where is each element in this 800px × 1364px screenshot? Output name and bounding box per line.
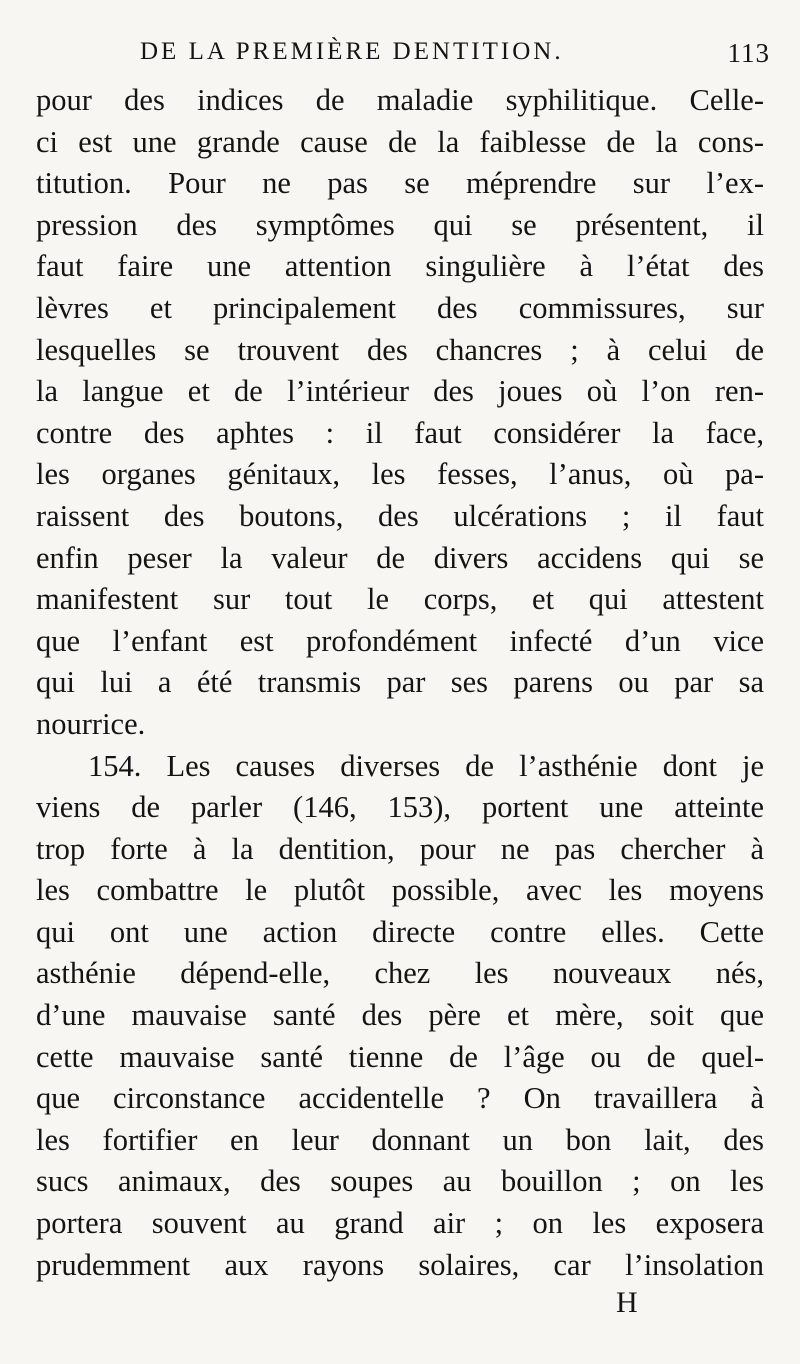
text-line: que circonstance accidentelle ? On travaillera à [36,1081,764,1116]
text-line: cette mauvaise santé tienne de l’âge ou de quel- [36,1039,764,1074]
text-line: contre des aphtes : il faut considérer la face, [36,415,764,450]
paragraph-end-line: nourrice. [36,706,146,741]
text-line: pression des symptômes qui se présentent, il [36,207,764,242]
text-line: trop forte à la dentition, pour ne pas chercher à [36,831,764,866]
text-line: lèvres et principalement des commissures, sur [36,290,764,325]
running-title: DE LA PREMIÈRE DENTITION. [140,38,564,65]
body-text [36,80,764,1286]
text-line: titution. Pour ne pas se méprendre sur l’ex- [36,166,764,201]
text-line: d’une mauvaise santé des père et mère, soit que [36,998,764,1033]
text-line: pour des indices de maladie syphilitique. Celle- [36,83,764,117]
text-line: la langue et de l’intérieur des joues où l’on ren- [36,374,764,409]
text-line: que l’enfant est profondément infecté d’un vice [36,623,764,658]
text-line: les combattre le plutôt possible, avec les moyens [36,873,764,908]
text-line: faut faire une attention singulière à l’état des [36,249,764,284]
text-line: raissent des boutons, des ulcérations ; il faut [36,498,764,533]
text-line: portera souvent au grand air ; on les exposera [36,1206,764,1241]
text-line: les fortifier en leur donnant un bon lait, des [36,1122,764,1157]
signature-mark: H [616,1286,639,1319]
text-line: sucs animaux, des soupes au bouillon ; on les [36,1164,764,1199]
text-line: qui lui a été transmis par ses parens ou par sa [36,665,764,700]
page-number: 113 [727,38,770,68]
text-line: qui ont une action directe contre elles. Cette [36,914,764,949]
text-line: ci est une grande cause de la faiblesse de la cons- [36,124,764,159]
running-head [140,38,770,78]
text-line: les organes génitaux, les fesses, l’anus, où pa- [36,457,764,492]
text-line: prudemment aux rayons solaires, car l’insolation [36,1247,764,1282]
text-line: asthénie dépend-elle, chez les nouveaux nés, [36,956,764,991]
section-154-first-line: 154. Les causes diverses de l’asthénie dont je [88,748,764,783]
text-line: enfin peser la valeur de divers accidens qui se [36,540,764,575]
text-line: viens de parler (146, 153), portent une atteinte [36,790,764,825]
text-line: manifestent sur tout le corps, et qui attestent [36,582,764,617]
text-line: lesquelles se trouvent des chancres ; à celui de [36,332,764,367]
